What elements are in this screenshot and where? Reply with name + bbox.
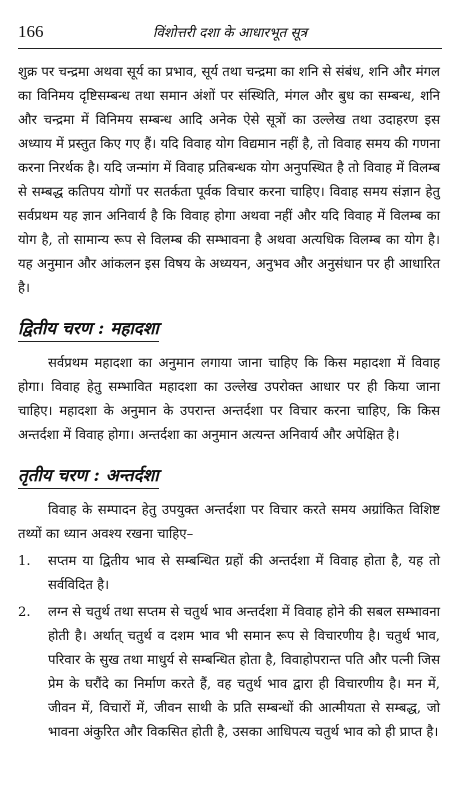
point-number: 1.	[18, 554, 31, 569]
point-number: 2.	[18, 605, 31, 620]
section-heading-antardasha: तृतीय चरण : अन्तर्दशा	[18, 463, 159, 489]
page-body	[18, 61, 440, 745]
numbered-points-list	[18, 550, 440, 745]
section-3	[18, 456, 440, 495]
point-text: सप्तम या द्वितीय भाव से सम्बन्धित ग्रहों की अन्तर्दशा में विवाह होता है, यह तो सर्वविदित है।	[48, 554, 440, 593]
point-text: लग्न से चतुर्थ तथा सप्तम से चतुर्थ भाव अन्तर्दशा में विवाह होने की सबल सम्भावना होती है। अर्थात् चतुर्थ व दशम भाव भी समान रूप से विचारणीय है। चतुर्थ भाव, परिवार के सुख तथा माधुर्य से सम्बन्धित होता है, विवाहोपरान्त पति और पत्नी जिस प्रेम के घरौंदे का निर्माण करते हैं, वह चतुर्थ भाव द्वारा ही विचारणीय है। मन में, जीवन में, विचारों में, जीवन साथी के प्रति सम्बन्धों की आत्मीयता से सम्बद्ध, जो भावना अंकुरित और विकसित होती है, उसका आधिपत्य चतुर्थ भाव को ही प्राप्त है।	[48, 605, 440, 740]
page-number: 166	[18, 22, 44, 41]
section-2	[18, 309, 440, 348]
section-2-paragraph: सर्वप्रथम महादशा का अनुमान लगाया जाना चाहिए कि किस महादशा में विवाह होगा। विवाह हेतु सम्भावित महादशा का उल्लेख उपरोक्त आधार पर ही किया जाना चाहिए। महादशा के अनुमान के उपरान्त अन्तर्दशा पर विचार करना चाहिए, कि किस अन्तर्दशा में विवाह होगा। अन्तर्दशा का अनुमान अत्यन्त अनिवार्य और अपेक्षित है।	[18, 356, 440, 443]
list-item	[18, 550, 440, 598]
section-heading-mahadasha: द्वितीय चरण : महादशा	[18, 316, 159, 342]
list-item	[18, 601, 440, 745]
intro-paragraph: शुक्र पर चन्द्रमा अथवा सूर्य का प्रभाव, सूर्य तथा चन्द्रमा का शनि से संबंध, शनि और मंगल का विनिमय दृष्टिसम्बन्ध तथा समान अंशों पर संस्थिति, मंगल और बुध का सम्बन्ध, शनि और चन्द्रमा में विनिमय सम्बन्ध आदि अनेक ऐसे सूत्रों का उल्लेख तथा उदाहरण इस अध्याय में प्रस्तुत किए गए हैं। यदि विवाह योग विद्यमान नहीं है, तो विवाह समय की गणना करना निरर्थक है। यदि जन्मांग में विवाह प्रतिबन्धक योग अनुपस्थित है तो विवाह में विलम्ब से सम्बद्ध कतिपय योगों पर सतर्कता पूर्वक विचार करना चाहिए। विवाह समय संज्ञान हेतु सर्वप्रथम यह ज्ञान अनिवार्य है कि विवाह होगा अथवा नहीं और यदि विवाह में विलम्ब का योग है, तो सामान्य रूप से विलम्ब की सम्भावना है अथवा अत्यधिक विलम्ब का योग है। यह अनुमान और आंकलन इस विषय के अध्ययन, अनुभव और अनुसंधान पर ही आधारित है।	[18, 65, 440, 296]
chapter-title: विंशोत्तरी दशा के आधारभूत सूत्र	[152, 25, 308, 41]
section-3-paragraph: विवाह के सम्पादन हेतु उपयुक्त अन्तर्दशा पर विचार करते समय अग्रांकित विशिष्ट तथ्यों का ध्यान अवश्य रखना चाहिए–	[18, 503, 440, 542]
running-header	[18, 22, 442, 49]
